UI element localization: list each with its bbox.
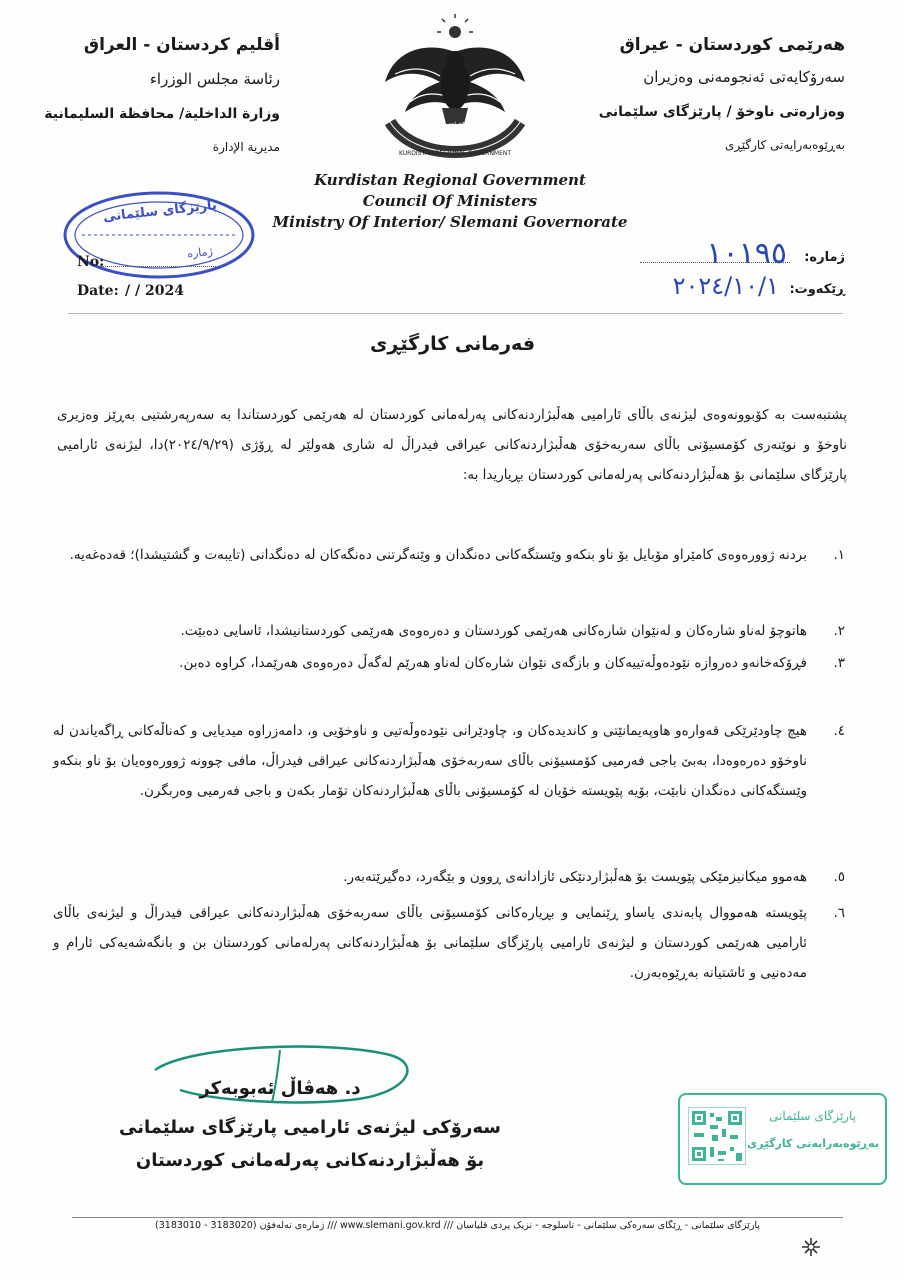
no-label-en: No: <box>77 254 105 270</box>
emblem-arc-text-top: حکومەتی هەرێمی کوردستان <box>419 120 491 127</box>
header-english-line1: Kurdistan Regional Government <box>314 171 586 189</box>
list-item-text: هەموو میکانیزمێکی پێویست بۆ هەڵبژاردنێکی ئازادانەی ڕوون و بێگەرد، دەگیرێتەبەر. <box>343 869 807 885</box>
list-item-number: ٤. <box>833 723 845 739</box>
date-label-en: Date: <box>77 283 119 299</box>
list-item-number: ٥. <box>833 869 845 885</box>
header-english-line3: Ministry Of Interior/ Slemani Governorate <box>272 213 628 231</box>
header-directorate-arabic: مديرية الإدارة <box>212 140 280 154</box>
list-item <box>53 862 845 892</box>
office-stamp-right <box>678 1093 887 1185</box>
emblem-arc-text-mid: حكومة إقليم كوردستان <box>426 130 484 137</box>
signatory-title-line2: بۆ هەڵبژاردنەکانی پەرلەمانی کوردستان <box>135 1150 485 1171</box>
list-item <box>53 898 845 988</box>
date-label-ku: ڕێکەوت: <box>789 282 845 297</box>
header-ministry-kurdish: وەزارەتی ناوخۆ / پارێزگای سلێمانی <box>598 104 845 120</box>
header-english-line2: Council Of Ministers <box>362 192 538 210</box>
qr-code-icon <box>688 1107 746 1165</box>
sun-ornament-icon <box>800 1236 822 1258</box>
header-directorate-kurdish: بەڕێوەبەرایەتی کارگێڕی <box>725 138 845 152</box>
list-item-number: ١. <box>833 547 845 563</box>
date-value-en: / / 2024 <box>125 283 184 299</box>
signature-scribble-icon <box>150 1040 420 1110</box>
no-underline-en <box>100 266 220 267</box>
no-value-handwritten: ١٠١٩٥ <box>706 236 787 271</box>
stamp-left-line2: ژمارە <box>186 244 214 261</box>
list-item-text: هیچ چاودێرێکی قەوارەو هاوپەیمانێتی و کاندیدەکان و، چاودێرانی نێودەوڵەتیی و ناوخۆیی و، دامەزراوە میدیایی و کەناڵەکانی ڕاگەیاندن لە ناوخۆو دەرەوەدا، بەبێ باجی فەرمیی کۆمسیۆنی باڵای سەربەخۆی هەڵبژاردنەکانی عیراقی فیدراڵ، مافی چوونە ژوورەوەیان بۆ ناو بنکەو وێستگەکانی دەنگدان نابێت، بۆیە پێویستە خۆیان لە کۆمسیۆنی باڵای هەڵبژاردنەکان تۆمار بکەن و باجی فەرمیی وەربگرن. <box>53 723 807 799</box>
document-title: فەرمانی کارگێڕی <box>369 333 536 355</box>
list-item <box>53 716 845 806</box>
no-underline-ku <box>640 262 790 263</box>
kurdistan-emblem-icon <box>370 12 540 172</box>
signatory-title-line1: سەرۆکی لیژنەی ئارامیی پارێزگای سلێمانی <box>119 1117 501 1138</box>
list-item-text: پێویستە هەمووال پابەندی یاساو ڕێنمایی و بڕیارەکانی کۆمسیۆنی باڵای سەربەخۆی هەڵبژاردنەکانی عیراقی فیدراڵ و لیژنەی باڵای ئارامیی هەرێمی کوردستان و لیژنەی ئارامیی پارێزگای سلێمانی بۆ هەڵبژاردنەکانی پەرلەمانی کوردستان بن و بانگەشەیەکی ئارام و مەدەنیی و ئاشتیانە بەڕێوەبەرن. <box>53 905 807 981</box>
footer-divider <box>72 1217 843 1218</box>
list-item-text: بردنە ژوورەوەی کامێراو مۆبایل بۆ ناو بنکەو وێستگەکانی دەنگدان و وێنەگرتنی دەنگەکان لە دەنگدانی (تایبەت و گشتیشدا)؛ قەدەغەیە. <box>69 547 807 563</box>
date-value-handwritten: ٢٠٢٤/١٠/١ <box>672 272 779 300</box>
footer-address: پارێزگای سلێمانی - ڕێگای سەرەکی سلێمانی - تاسلوجە - نزیک پردی قلیاسان /// www.slemani.gov.krd /// ژمارەی تەلەفۆن (3183020 - 3183010) <box>155 1220 760 1231</box>
header-region-arabic: أقليم كردستان - العراق <box>83 35 280 55</box>
no-label-ku: ژمارە: <box>804 250 845 265</box>
stamp-right-line2: بەڕێوەبەرایەتی کارگێڕی <box>747 1137 879 1150</box>
intro-paragraph: پشتبەست بە کۆبوونەوەی لیژنەی باڵای ئارامیی هەڵبژاردنەکانی پەرلەمانی کوردستان لە هەرێمی کوردستاندا بە سەرپەرشتیی بەڕێز وەزیری ناوخۆ و نوێنەری کۆمسیۆنی باڵای سەربەخۆی هەڵبژاردنەکانی عیراقی فیدراڵ لە شاری هەولێر لە ڕۆژی (٢٠٢٤/٩/٢٩)دا، لیژنەی ئارامیی پارێزگای سلێمانی بۆ هەڵبژاردنەکانی پەرلەمانی کوردستان بڕیاریدا بە: <box>57 407 848 483</box>
header-region-kurdish: هەرێمی کوردستان - عیراق <box>619 35 845 55</box>
signatory-name: د. هەڤاڵ ئەبوبەکر <box>199 1078 361 1099</box>
header-council-kurdish: سەرۆکایەتی ئەنجومەنی وەزیران <box>643 68 845 86</box>
header-divider <box>68 313 843 314</box>
list-item-number: ٢. <box>833 623 845 639</box>
emblem-arc-text-bottom: KURDISTAN REGIONAL GOVERNMENT <box>398 150 512 157</box>
header-council-arabic: رئاسة مجلس الوزراء <box>149 70 280 88</box>
list-item <box>53 648 845 678</box>
list-item-number: ٣. <box>833 655 845 671</box>
list-item-number: ٦. <box>833 905 845 921</box>
header-ministry-arabic: وزارة الداخلية/ محافظة السليمانية <box>44 106 280 122</box>
list-item <box>53 616 845 646</box>
stamp-left-line1: پارێزگای سلێمانی <box>102 198 218 225</box>
list-item-text: فڕۆکەخانەو دەروازە نێودەوڵەتییەکان و بازگەی نێوان شارەکان لەناو هەرێم لەگەڵ دەرەوەی هەرێمدا، کراوە دەبن. <box>179 655 807 671</box>
list-item-text: هاتوچۆ لەناو شارەکان و لەنێوان شارەکانی هەرێمی کوردستان و دەرەوەی هەرێمی کوردستانیشدا، ئاسایی دەبێت. <box>180 623 807 639</box>
stamp-right-line1: پارێزگای سلێمانی <box>769 1109 856 1123</box>
list-item <box>53 540 845 570</box>
